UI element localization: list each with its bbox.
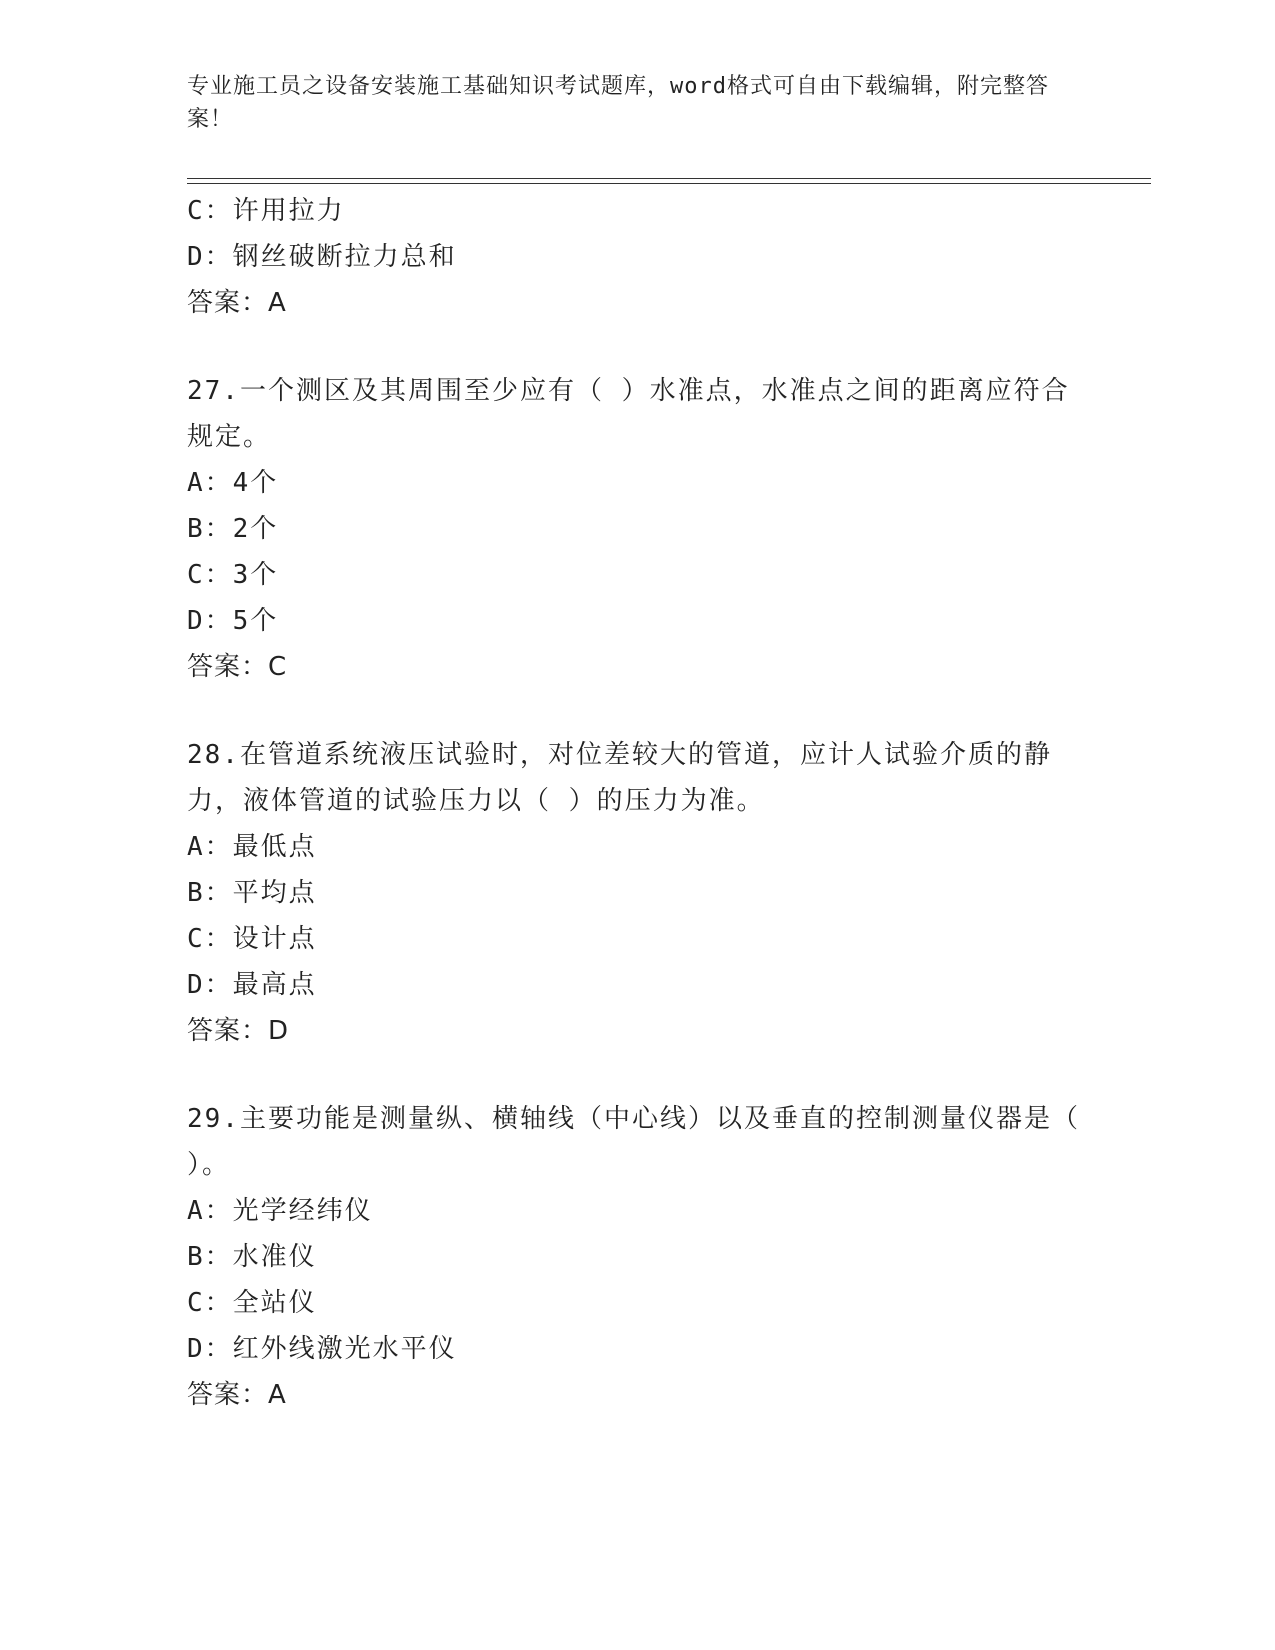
answer-line: 答案：A xyxy=(187,288,287,318)
header-divider-bottom xyxy=(187,183,1151,184)
option-a: A：4个 xyxy=(187,468,279,498)
question-content xyxy=(187,188,1087,1418)
option-d: D：最高点 xyxy=(187,970,317,1000)
option-a: A：最低点 xyxy=(187,832,317,862)
option-d: D：红外线激光水平仪 xyxy=(187,1334,457,1364)
question-text: 28.在管道系统液压试验时，对位差较大的管道，应计人试验介质的静力，液体管道的试验压力以（ ）的压力为准。 xyxy=(187,740,1052,816)
question-text: 29.主要功能是测量纵、横轴线（中心线）以及垂直的控制测量仪器是（ ）。 xyxy=(187,1104,1080,1180)
question-29 xyxy=(187,1096,1087,1418)
answer-line: 答案：D xyxy=(187,1016,290,1046)
question-continuation xyxy=(187,188,1087,326)
answer-line: 答案：A xyxy=(187,1380,287,1410)
option-d: D：钢丝破断拉力总和 xyxy=(187,242,457,272)
option-d: D：5个 xyxy=(187,606,279,636)
answer-line: 答案：C xyxy=(187,652,288,682)
document-header xyxy=(187,70,1067,136)
option-b: B：水准仪 xyxy=(187,1242,317,1272)
option-b: B：2个 xyxy=(187,514,279,544)
option-c: C：3个 xyxy=(187,560,279,590)
question-28 xyxy=(187,732,1087,1054)
option-a: A：光学经纬仪 xyxy=(187,1196,373,1226)
header-divider-top xyxy=(187,178,1151,179)
option-c: C：全站仪 xyxy=(187,1288,317,1318)
question-27 xyxy=(187,368,1087,690)
option-c: C：设计点 xyxy=(187,924,317,954)
option-c: C：许用拉力 xyxy=(187,196,345,226)
question-text: 27.一个测区及其周围至少应有（ ）水准点，水准点之间的距离应符合规定。 xyxy=(187,376,1070,452)
option-b: B：平均点 xyxy=(187,878,317,908)
header-title: 专业施工员之设备安装施工基础知识考试题库，word格式可自由下载编辑，附完整答案！ xyxy=(187,74,1049,132)
